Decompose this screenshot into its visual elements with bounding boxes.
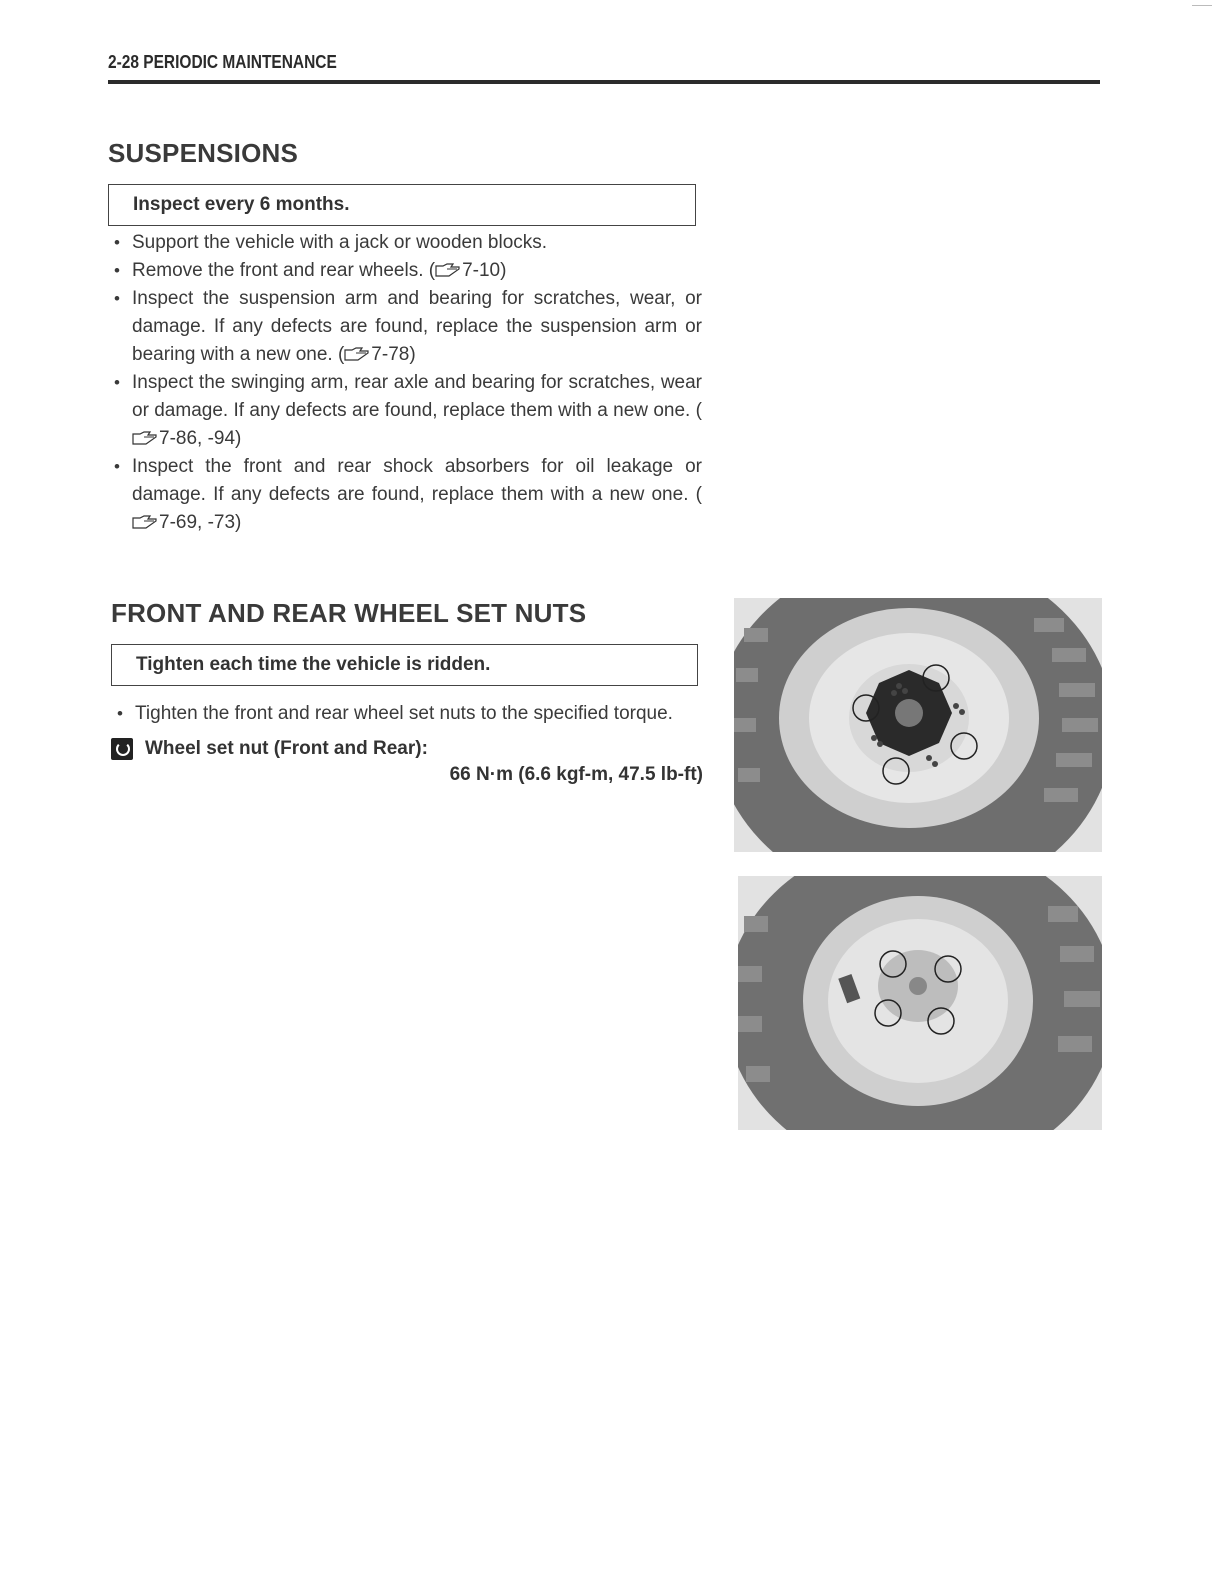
pointing-hand-icon <box>132 431 158 445</box>
interval-box <box>111 644 698 686</box>
section-title: FRONT AND REAR WHEEL SET NUTS <box>111 598 587 628</box>
pointing-hand-icon <box>435 263 461 277</box>
torque-spec <box>111 738 703 760</box>
wheel-nuts-section <box>111 598 711 786</box>
page-reference[interactable]: 7-69, -73) <box>159 512 242 533</box>
bullet-item <box>111 700 703 728</box>
front-wheel-photo <box>734 598 1102 852</box>
bullet-text: Tighten the front and rear wheel set nuts to the specified torque. <box>135 703 673 724</box>
pointing-hand-icon <box>344 347 370 361</box>
bullet-item <box>108 229 702 257</box>
bullet-list <box>108 229 702 537</box>
bullet-item <box>108 285 702 369</box>
page-reference[interactable]: 7-10) <box>462 260 507 281</box>
bullet-text: Inspect the swinging arm, rear axle and bearing for scratches, wear or damage. If any defects are found, replace them with a new one. ( <box>132 372 702 421</box>
bullet-text: Inspect the front and rear shock absorbers for oil leakage or damage. If any defects are found, replace them with a new one. ( <box>132 456 702 505</box>
section-title: SUSPENSIONS <box>108 138 299 168</box>
spec-value: 66 N·m (6.6 kgf-m, 47.5 lb-ft) <box>449 764 703 785</box>
bullet-list <box>111 700 703 728</box>
bullet-item <box>108 369 702 453</box>
bullet-item <box>108 453 702 537</box>
page-reference[interactable]: 7-78) <box>371 344 416 365</box>
rear-wheel-photo <box>738 876 1102 1130</box>
interval-text: Tighten each time the vehicle is ridden. <box>136 654 491 675</box>
page-header <box>108 52 1100 84</box>
page-reference[interactable]: 7-86, -94) <box>159 428 242 449</box>
bullet-text: Remove the front and rear wheels. ( <box>132 260 436 281</box>
bullet-text: Support the vehicle with a jack or wooden blocks. <box>132 232 548 253</box>
interval-text: Inspect every 6 months. <box>133 194 350 215</box>
interval-box <box>108 184 696 226</box>
torque-wrench-icon <box>111 738 133 760</box>
page-label: 2-28 PERIODIC MAINTENANCE <box>108 52 337 72</box>
pointing-hand-icon <box>132 515 158 529</box>
scan-mark <box>1192 5 1212 6</box>
bullet-item <box>108 257 702 285</box>
spec-label: Wheel set nut (Front and Rear): <box>145 738 428 759</box>
bullet-text: Inspect the suspension arm and bearing for scratches, wear, or damage. If any defects are found, replace the suspension arm or bearing with a new one. ( <box>132 288 702 365</box>
suspensions-section <box>108 138 708 537</box>
